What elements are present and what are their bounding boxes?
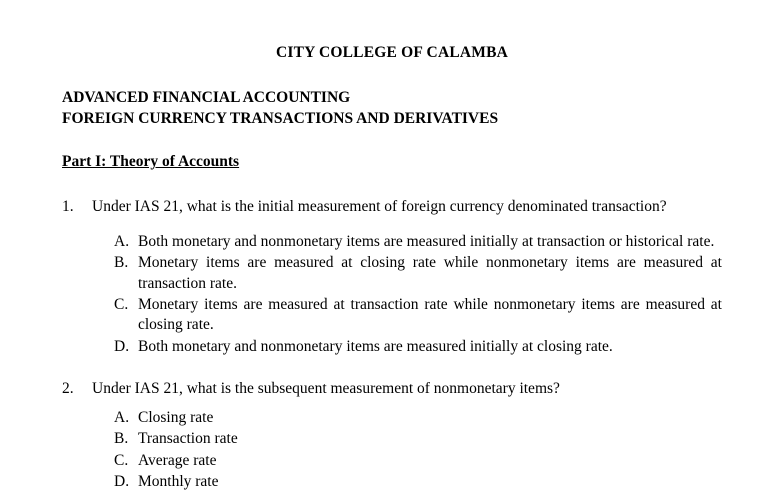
choice-text: Both monetary and nonmonetary items are measured initially at closing rate.: [138, 337, 613, 355]
question-number: 2.: [62, 380, 74, 398]
choice-letter: A.: [114, 232, 130, 250]
choice-text: Monetary items are measured at transaction rate while nonmonetary items are measured at closing rate.: [138, 296, 722, 334]
question-line: [62, 379, 722, 399]
question-text: Under IAS 21, what is the initial measurement of foreign currency denominated transaction?: [92, 198, 667, 216]
choice-item: [114, 337, 722, 357]
choice-item: [114, 253, 722, 294]
course-title-line-2: FOREIGN CURRENCY TRANSACTIONS AND DERIVATIVES: [62, 109, 499, 127]
choice-letter: C.: [114, 296, 129, 314]
course-title-line-1: ADVANCED FINANCIAL ACCOUNTING: [62, 89, 351, 106]
choice-text: Transaction rate: [138, 430, 238, 448]
question-item-1: [62, 197, 722, 357]
question-number: 1.: [62, 198, 74, 216]
choice-text: Both monetary and nonmonetary items are measured initially at transaction or historical rate.: [138, 232, 715, 250]
choice-letter: A.: [114, 408, 130, 426]
question-item-2: [62, 379, 722, 492]
choice-text: Closing rate: [138, 408, 214, 426]
choice-list: [114, 232, 722, 358]
choice-item: [114, 451, 722, 471]
choice-item: [114, 232, 722, 252]
question-line: [62, 197, 722, 217]
choice-text: Monthly rate: [138, 473, 219, 491]
choice-item: [114, 295, 722, 336]
question-text: Under IAS 21, what is the subsequent measurement of nonmonetary items?: [92, 380, 560, 398]
choice-letter: B.: [114, 430, 129, 448]
choice-letter: C.: [114, 451, 129, 469]
page-title: CITY COLLEGE OF CALAMBA: [275, 44, 509, 61]
choice-letter: D.: [114, 473, 130, 491]
choice-item: [114, 408, 722, 428]
course-heading: [62, 88, 722, 129]
choice-text: Average rate: [138, 451, 217, 469]
choice-letter: B.: [114, 254, 129, 272]
part-heading: Part I: Theory of Accounts: [62, 153, 240, 171]
choice-text: Monetary items are measured at closing rate while nonmonetary items are measured at transaction rate.: [138, 254, 722, 292]
choice-item: [114, 472, 722, 492]
choice-list: [114, 408, 722, 493]
choice-letter: D.: [114, 337, 130, 355]
choice-item: [114, 429, 722, 449]
